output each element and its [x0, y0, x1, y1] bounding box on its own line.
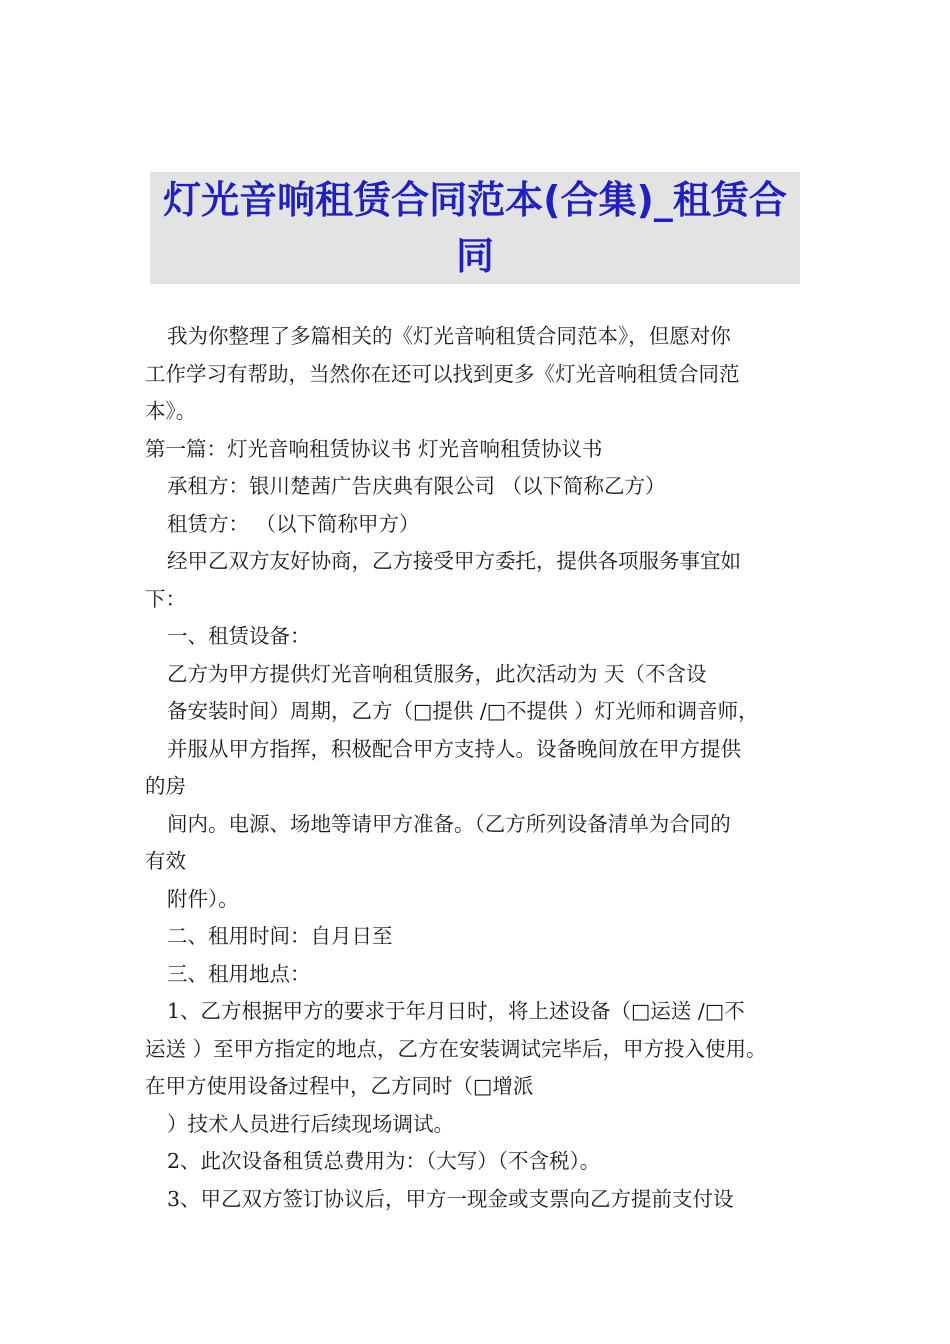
section-heading: 第一篇：灯光音响租赁协议书 灯光音响租赁协议书	[145, 436, 603, 461]
paragraph-line: 租赁方： （以下简称甲方）	[167, 511, 420, 536]
paragraph-line: 乙方为甲方提供灯光音响租赁服务，此次活动为 天（不含设	[167, 661, 707, 686]
document-body	[145, 318, 817, 1218]
paragraph-line: 经甲乙双方友好协商，乙方接受甲方委托，提供各项服务事宜如	[167, 549, 741, 573]
paragraph-line: 2、此次设备租赁总费用为：（大写）（不含税）。	[167, 1149, 601, 1173]
clause-heading: 二、租用时间：自月日至	[167, 924, 393, 948]
paragraph-line: 附件）。	[167, 886, 239, 911]
clause-heading: 三、租用地点：	[167, 961, 311, 986]
paragraph-line: 我为你整理了多篇相关的《灯光音响租赁合同范本》，但愿对你	[167, 324, 731, 348]
title-line-1: 灯光音响租赁合同范本(合集)_租赁合	[163, 178, 787, 222]
paragraph-line: 下：	[145, 586, 186, 611]
paragraph-line: 的房	[145, 774, 186, 798]
clause-heading: 一、租赁设备：	[167, 624, 311, 648]
paragraph-line: 有效	[145, 849, 186, 873]
paragraph-line: 运送 ）至甲方指定的地点，乙方在安装调试完毕后，甲方投入使用。	[145, 1036, 767, 1061]
paragraph-line: 并服从甲方指挥，积极配合甲方支持人。设备晚间放在甲方提供	[167, 736, 741, 761]
document-title	[150, 172, 800, 284]
paragraph-line: 承租方：银川楚茜广告庆典有限公司 （以下简称乙方）	[167, 474, 666, 498]
paragraph-line: 在甲方使用设备过程中，乙方同时（□增派	[145, 1074, 534, 1098]
paragraph-line: 工作学习有帮助，当然你在还可以找到更多《灯光音响租赁合同范	[145, 361, 740, 386]
paragraph-line: 间内。电源、场地等请甲方准备。（乙方所列设备清单为合同的	[167, 811, 731, 836]
paragraph-line: 1、乙方根据甲方的要求于年月日时，将上述设备（□运送 /□不	[167, 999, 745, 1023]
paragraph-line: 3、甲乙双方签订协议后，甲方一现金或支票向乙方提前支付设	[167, 1186, 734, 1211]
paragraph-line: 本》。	[145, 399, 197, 423]
title-line-2: 同	[455, 234, 494, 278]
paragraph-line: ）技术人员进行后续现场调试。	[167, 1111, 454, 1136]
paragraph-line: 备安装时间）周期，乙方（□提供 /□不提供 ）灯光师和调音师，	[167, 699, 759, 723]
